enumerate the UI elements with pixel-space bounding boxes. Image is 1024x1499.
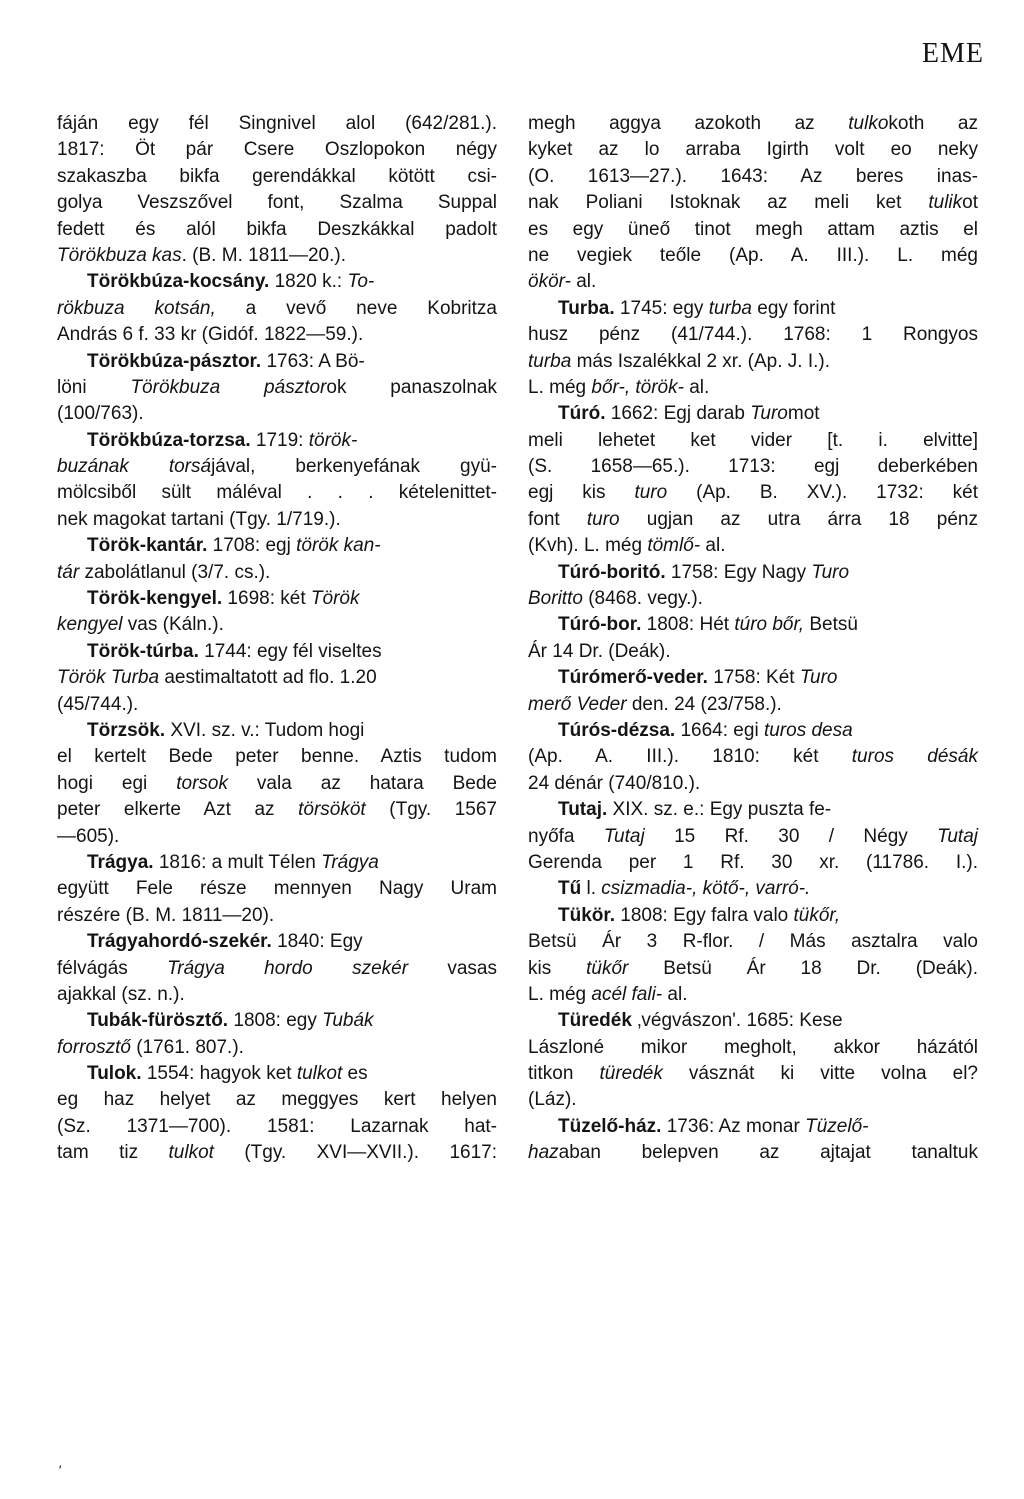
- text-line: [57, 929, 497, 955]
- text-run: 1698: két: [222, 588, 311, 610]
- text-run: al.: [662, 983, 688, 1005]
- italic-term: ökör-: [528, 271, 571, 293]
- text-run: eg haz helyet az meggyes kert helyen: [57, 1089, 497, 1111]
- text-run: golya Veszszővel font, Szalma Suppal: [57, 192, 497, 214]
- text-line: [528, 692, 978, 718]
- text-run: jával, berkenyefának gyü-: [211, 456, 497, 478]
- text-run: nak Poliani Istoknak az meli ket: [528, 192, 929, 214]
- text-run: Betsü: [804, 614, 858, 636]
- italic-term: acél fali-: [591, 983, 663, 1005]
- italic-term: Turo: [750, 403, 788, 425]
- text-run: együtt Fele része mennyen Nagy Uram: [57, 878, 497, 900]
- entry-headword: Tulok.: [87, 1063, 142, 1085]
- text-run: den. 24 (23/758.).: [626, 693, 782, 715]
- text-line: [57, 771, 497, 797]
- text-line: [528, 137, 978, 163]
- text-run: XIX. sz. e.: Egy puszta fe-: [607, 799, 832, 821]
- italic-term: torsok: [176, 772, 228, 794]
- italic-term: turba: [708, 297, 752, 319]
- text-line: [57, 1140, 497, 1166]
- italic-term: tükőr,: [793, 904, 840, 926]
- text-line: [57, 375, 497, 401]
- text-run: (O. 1613—27.). 1643: Az beres inas-: [528, 165, 978, 187]
- text-run: (1761. 807.).: [130, 1036, 244, 1058]
- italic-term: buzának torsá: [57, 456, 212, 478]
- entry-headword: Túró-bor.: [558, 614, 642, 636]
- text-run: tam tiz: [57, 1142, 169, 1164]
- text-run: es egy üneő tinot megh attam aztis el: [528, 218, 978, 240]
- text-run: 1708: egj: [207, 535, 297, 557]
- text-run: l.: [581, 878, 602, 900]
- text-line: [57, 665, 497, 691]
- entry-headword: Trágya.: [87, 851, 154, 873]
- text-line: [57, 507, 497, 533]
- text-run: Ár 14 Dr. (Deák).: [528, 640, 671, 662]
- text-line: [528, 322, 978, 348]
- italic-term: turos desa: [763, 719, 853, 741]
- text-run: (8468. vegy.).: [582, 588, 703, 610]
- text-line: [57, 1061, 497, 1087]
- entry-headword: Török-kengyel.: [87, 588, 223, 610]
- text-run: (S. 1658—65.). 1713: egj deberkében: [528, 456, 978, 478]
- text-line: [57, 850, 497, 876]
- text-line: [57, 1035, 497, 1061]
- text-line: [57, 692, 497, 718]
- text-line: [57, 349, 497, 375]
- entry-headword: Törökbúza-kocsány.: [87, 271, 270, 293]
- text-line: [528, 744, 978, 770]
- text-run: 24 dénár (740/810.).: [528, 772, 701, 794]
- text-run: al.: [683, 376, 710, 398]
- text-run: löni: [57, 376, 131, 398]
- text-line: [528, 612, 978, 638]
- entry-headword: Túró-boritó.: [558, 561, 666, 583]
- text-line: [528, 1035, 978, 1061]
- text-run: Betsü Ár 18 Dr. (Deák).: [628, 957, 978, 979]
- text-line: [528, 111, 978, 137]
- text-line: [57, 744, 497, 770]
- text-run: vásznát ki vitte volna el?: [662, 1063, 978, 1085]
- text-line: [528, 349, 978, 375]
- text-line: [528, 850, 978, 876]
- text-line: [57, 903, 497, 929]
- text-line: [528, 190, 978, 216]
- text-run: ot: [962, 192, 978, 214]
- entry-headword: Túrómerő-veder.: [558, 667, 708, 689]
- text-run: . (B. M. 1811—20.).: [181, 244, 347, 266]
- italic-term: Trágya hordo szekér: [167, 957, 409, 979]
- text-line: [528, 507, 978, 533]
- italic-term: Turo: [811, 561, 850, 583]
- italic-term: túro bőr,: [734, 614, 805, 636]
- text-line: [528, 1140, 978, 1166]
- text-line: [528, 533, 978, 559]
- text-run: 1664: egi: [675, 719, 764, 741]
- italic-term: kengyel: [57, 614, 123, 636]
- text-line: [528, 718, 978, 744]
- text-line: [57, 243, 497, 269]
- text-run: kis: [528, 957, 587, 979]
- text-line: [528, 401, 978, 427]
- italic-term: turo: [634, 482, 668, 504]
- italic-term: forrosztő: [57, 1036, 131, 1058]
- text-line: [528, 824, 978, 850]
- text-line: [57, 876, 497, 902]
- text-line: [528, 164, 978, 190]
- text-run: 1745: egy: [614, 297, 709, 319]
- text-run: 1719:: [250, 429, 309, 451]
- text-line: [528, 428, 978, 454]
- text-line: [528, 771, 978, 797]
- text-run: aban belepven az ajtajat tanaltuk: [558, 1142, 978, 1164]
- text-run: —605).: [57, 825, 120, 847]
- entry-headword: Türedék: [558, 1010, 632, 1032]
- italic-term: török-: [308, 429, 358, 451]
- text-run: vasas: [408, 957, 497, 979]
- italic-term: Törökbuza kas: [57, 244, 182, 266]
- footer-mark: ': [58, 1462, 61, 1478]
- italic-term: Török: [310, 588, 360, 610]
- italic-term: Törökbuza pásztor: [130, 376, 327, 398]
- italic-term: tár: [57, 561, 80, 583]
- entry-headword: Trágyahordó-szekér.: [87, 931, 272, 953]
- text-run: vas (Káln.).: [122, 614, 224, 636]
- entry-headword: Turba.: [558, 297, 615, 319]
- text-run: más Iszalékkal 2 xr. (Ap. J. I.).: [571, 350, 830, 372]
- left-column: [57, 111, 497, 1167]
- text-run: aestimaltatott ad flo. 1.20: [159, 667, 377, 689]
- text-run: egj kis: [528, 482, 635, 504]
- italic-term: turo: [586, 508, 620, 530]
- entry-headword: Tű: [558, 878, 582, 900]
- italic-term: turos désák: [851, 746, 978, 768]
- text-run: 1817: Öt pár Csere Oszlopokon négy: [57, 139, 497, 161]
- text-run: 1763: A Bö-: [261, 350, 365, 372]
- entry-headword: Túrós-dézsa.: [558, 719, 676, 741]
- text-line: [57, 586, 497, 612]
- text-run: fáján egy fél Singnivel alol (642/281.).: [57, 113, 497, 134]
- text-run: (Kvh). L. még: [528, 535, 648, 557]
- text-run: (45/744.).: [57, 693, 139, 715]
- text-run: husz pénz (41/744.). 1768: 1 Rongyos: [528, 324, 978, 346]
- text-run: peter elkerte Azt az: [57, 799, 299, 821]
- italic-term: tömlő-: [647, 535, 701, 557]
- text-line: [57, 1008, 497, 1034]
- text-run: L. még: [528, 983, 592, 1005]
- text-line: [57, 639, 497, 665]
- text-line: [57, 1114, 497, 1140]
- italic-term: Trágya: [321, 851, 379, 873]
- text-line: [57, 428, 497, 454]
- text-run: szakaszba bikfa gerendákkal kötött csi-: [57, 165, 497, 187]
- text-run: XVI. sz. v.: Tudom hogi: [165, 719, 365, 741]
- text-run: (Sz. 1371—700). 1581: Lazarnak hat-: [57, 1115, 497, 1137]
- entry-headword: Török-túrba.: [87, 640, 199, 662]
- text-run: nek magokat tartani (Tgy. 1/719.).: [57, 508, 341, 530]
- text-run: részére (B. M. 1811—20).: [57, 904, 275, 926]
- text-run: (Tgy. XVI—XVII.). 1617:: [213, 1142, 497, 1164]
- text-run: vala az hatara Bede: [227, 772, 497, 794]
- text-run: 1744: egy fél viseltes: [198, 640, 382, 662]
- text-run: ‚végvászon'. 1685: Kese: [631, 1010, 843, 1032]
- italic-term: tulkot: [296, 1063, 343, 1085]
- text-run: hogi egi: [57, 772, 177, 794]
- text-run: (Ap. A. III.). 1810: két: [528, 746, 852, 768]
- text-line: [57, 824, 497, 850]
- italic-term: haz: [528, 1142, 559, 1164]
- entry-headword: Törökbúza-pásztor.: [87, 350, 262, 372]
- italic-term: To-: [347, 271, 375, 293]
- text-line: [57, 797, 497, 823]
- text-line: [528, 454, 978, 480]
- text-run: el kertelt Bede peter benne. Aztis tudom: [57, 746, 497, 768]
- text-run: ok panaszolnak: [326, 376, 497, 398]
- text-line: [528, 797, 978, 823]
- text-run: al.: [570, 271, 597, 293]
- text-line: [528, 876, 978, 902]
- text-run: 1758: Egy Nagy: [665, 561, 812, 583]
- text-run: 1808: Egy falra valo: [615, 904, 794, 926]
- text-line: [528, 1114, 978, 1140]
- text-run: 1758: Két: [707, 667, 800, 689]
- text-line: [57, 322, 497, 348]
- text-line: [528, 982, 978, 1008]
- text-line: [528, 296, 978, 322]
- italic-term: tulkot: [168, 1142, 214, 1164]
- text-run: koth az: [888, 113, 978, 134]
- text-line: [57, 164, 497, 190]
- text-run: (Ap. B. XV.). 1732: két: [667, 482, 978, 504]
- text-line: [57, 956, 497, 982]
- text-run: (Tgy. 1567: [365, 799, 497, 821]
- text-run: András 6 f. 33 kr (Gidóf. 1822—59.).: [57, 324, 364, 346]
- italic-term: rökbuza kotsán,: [57, 297, 216, 319]
- italic-term: csizmadia-, kötő-, varró-.: [601, 878, 811, 900]
- italic-term: Tubák: [322, 1010, 374, 1032]
- text-run: ne vegiek teőle (Ap. A. III.). L. még: [528, 244, 978, 266]
- text-run: zabolátlanul (3/7. cs.).: [79, 561, 271, 583]
- entry-headword: Túró.: [558, 403, 606, 425]
- text-line: [528, 956, 978, 982]
- text-run: mot: [787, 403, 820, 425]
- text-line: [528, 586, 978, 612]
- entry-headword: Törzsök.: [87, 719, 166, 741]
- text-line: [57, 296, 497, 322]
- italic-term: Tüzelő-: [805, 1115, 869, 1137]
- text-run: nyőfa: [528, 825, 604, 847]
- text-run: kyket az lo arraba Igirth volt eo neky: [528, 139, 978, 161]
- italic-term: Török Turba: [57, 667, 160, 689]
- text-run: es: [342, 1063, 368, 1085]
- entry-headword: Tüzelő-ház.: [558, 1115, 662, 1137]
- text-line: [528, 1061, 978, 1087]
- italic-term: Turo: [799, 667, 838, 689]
- text-line: [57, 137, 497, 163]
- text-run: 1820 k.:: [269, 271, 348, 293]
- text-line: [57, 1087, 497, 1113]
- italic-term: merő Veder: [528, 693, 627, 715]
- text-line: [528, 243, 978, 269]
- text-line: [528, 1008, 978, 1034]
- text-line: [57, 560, 497, 586]
- text-run: L. még: [528, 376, 592, 398]
- text-line: [57, 480, 497, 506]
- entry-headword: Tutaj.: [558, 799, 608, 821]
- text-run: fedett és alól bikfa Deszkákkal padolt: [57, 218, 497, 240]
- text-line: [528, 560, 978, 586]
- text-run: 15 Rf. 30 / Négy: [644, 825, 938, 847]
- italic-term: törsököt: [298, 799, 366, 821]
- text-run: ugjan az utra árra 18 pénz: [619, 508, 978, 530]
- text-run: egy forint: [752, 297, 836, 319]
- text-run: mölcsiből sült máléval . . . kételenittet-: [57, 482, 497, 504]
- text-line: [528, 665, 978, 691]
- text-line: [528, 480, 978, 506]
- text-line: [528, 903, 978, 929]
- text-run: Lászloné mikor megholt, akkor házától: [528, 1036, 978, 1058]
- text-line: [528, 929, 978, 955]
- text-line: [528, 639, 978, 665]
- text-run: (Láz).: [528, 1089, 577, 1111]
- italic-term: bőr-, török-: [591, 376, 684, 398]
- text-run: Betsü Ár 3 R-flor. / Más asztalra valo: [528, 931, 978, 953]
- italic-term: Tutaj: [937, 825, 978, 847]
- italic-term: Tutaj: [603, 825, 645, 847]
- text-run: titkon: [528, 1063, 600, 1085]
- entry-headword: Török-kantár.: [87, 535, 208, 557]
- entry-headword: Törökbúza-torzsa.: [87, 429, 251, 451]
- entry-headword: Tubák-fürösztő.: [87, 1010, 229, 1032]
- text-run: meli lehetet ket vider [t. i. elvitte]: [528, 429, 978, 451]
- text-run: 1816: a mult Télen: [153, 851, 322, 873]
- italic-term: tükőr: [586, 957, 629, 979]
- text-line: [528, 269, 978, 295]
- text-run: 1840: Egy: [271, 931, 363, 953]
- text-line: [528, 217, 978, 243]
- text-run: megh aggya azokoth az: [528, 113, 849, 134]
- italic-term: tulko: [848, 113, 889, 134]
- text-line: [57, 111, 497, 137]
- text-run: Gerenda per 1 Rf. 30 xr. (11786. I.).: [528, 851, 978, 873]
- text-run: 1808: egy: [228, 1010, 323, 1032]
- text-run: félvágás: [57, 957, 168, 979]
- text-run: 1736: Az monar: [661, 1115, 806, 1137]
- italic-term: türedék: [599, 1063, 663, 1085]
- text-line: [57, 217, 497, 243]
- entry-headword: Tükör.: [558, 904, 616, 926]
- text-run: font: [528, 508, 587, 530]
- text-line: [57, 982, 497, 1008]
- right-column: [528, 111, 978, 1167]
- text-line: [57, 190, 497, 216]
- text-line: [57, 718, 497, 744]
- text-run: ajakkal (sz. n.).: [57, 983, 185, 1005]
- text-line: [57, 401, 497, 427]
- text-run: al.: [700, 535, 726, 557]
- text-run: 1662: Egj darab: [605, 403, 751, 425]
- text-line: [57, 533, 497, 559]
- text-run: a vevő neve Kobritza: [215, 297, 497, 319]
- text-run: 1808: Hét: [641, 614, 735, 636]
- text-run: (100/763).: [57, 403, 144, 425]
- italic-term: turba: [528, 350, 572, 372]
- text-line: [57, 269, 497, 295]
- text-line: [528, 1087, 978, 1113]
- text-run: 1554: hagyok ket: [141, 1063, 297, 1085]
- text-line: [57, 454, 497, 480]
- italic-term: Boritto: [528, 588, 583, 610]
- text-line: [528, 375, 978, 401]
- text-line: [57, 612, 497, 638]
- italic-term: tulik: [928, 192, 963, 214]
- italic-term: török kan-: [296, 535, 381, 557]
- publisher-logo: EME: [921, 38, 984, 69]
